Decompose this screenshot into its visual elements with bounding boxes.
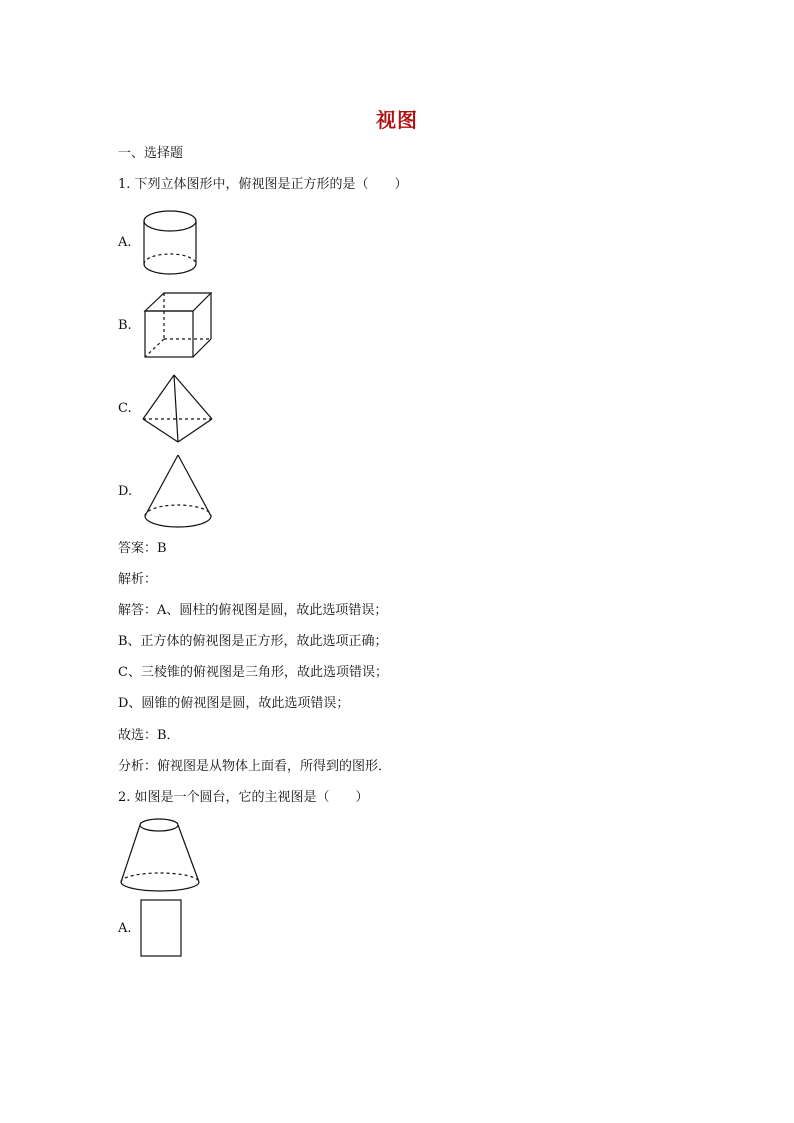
q1-option-a-label: A. — [118, 235, 132, 250]
cone-figure — [142, 453, 214, 531]
q1-option-d-label: D. — [118, 484, 133, 499]
cube-figure — [142, 290, 214, 360]
question-2-stem: 2. 如图是一个圆台，它的主视图是（ ） — [118, 790, 369, 805]
q1-analysis-note: 分析：俯视图是从物体上面看，所得到的图形． — [118, 759, 392, 774]
q1-answer: 答案：B — [118, 541, 167, 556]
triangular-pyramid-figure — [140, 372, 216, 444]
q1-conclusion: 故选：B． — [118, 728, 180, 743]
section-heading: 一、选择题 — [118, 146, 184, 161]
q1-analysis-heading: 解析： — [118, 572, 158, 587]
q1-explanation-line: B、正方体的俯视图是正方形，故此选项正确； — [118, 634, 388, 649]
q1-option-c-label: C. — [118, 401, 132, 416]
q1-explanation-line: 解答：A、圆柱的俯视图是圆，故此选项错误； — [118, 603, 388, 618]
question-1-stem: 1. 下列立体图形中，俯视图是正方形的是（ ） — [118, 177, 408, 192]
q2-option-a-label: A. — [118, 921, 132, 936]
q1-explanation-line: D、圆锥的俯视图是圆，故此选项错误； — [118, 696, 350, 711]
q1-option-b-label: B. — [118, 318, 132, 333]
frustum-figure — [118, 816, 202, 890]
page-title: 视图 — [376, 108, 418, 132]
cylinder-figure — [140, 206, 204, 280]
rectangle-figure — [140, 899, 184, 959]
q1-explanation-line: C、三棱锥的俯视图是三角形，故此选项错误； — [118, 665, 388, 680]
